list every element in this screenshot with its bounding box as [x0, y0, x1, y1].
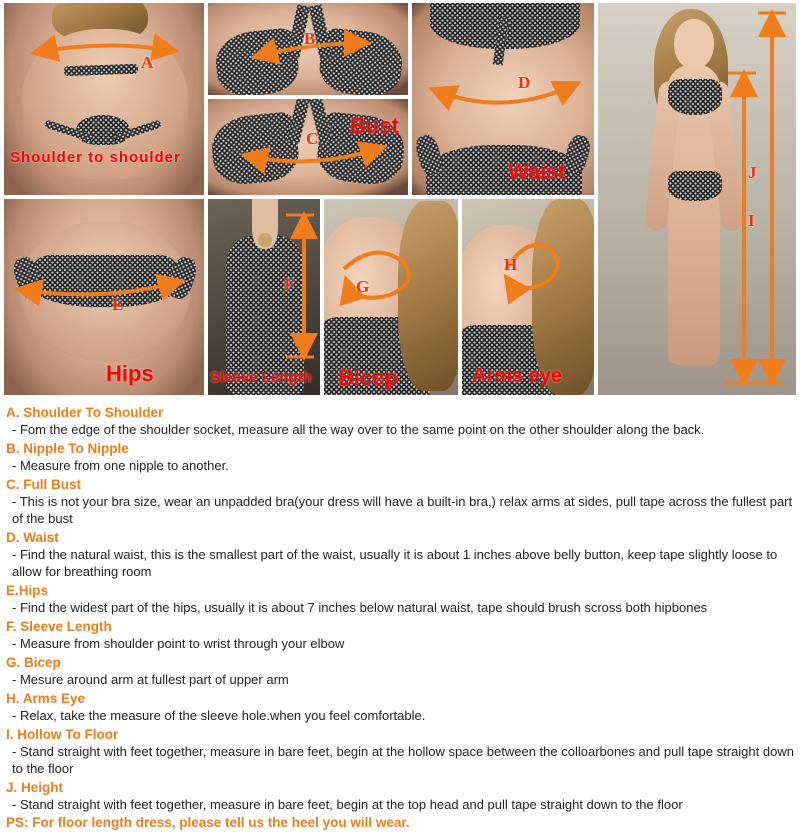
measurement-notes — [0, 402, 800, 831]
caption-hips: Hips — [106, 361, 154, 386]
letter-c: C — [306, 129, 319, 148]
photo-arms-eye — [462, 199, 594, 395]
note-title: G. Bicep — [6, 655, 61, 670]
note-body: - Find the natural waist, this is the smallest part of the waist, usually it is about 1 inches above belly button, keep tape slightly loose to allow for breathing room — [12, 547, 778, 579]
letter-d: D — [518, 73, 531, 92]
note-title: A. Shoulder To Shoulder — [6, 405, 164, 420]
letter-i: I — [748, 211, 755, 230]
caption-waist: Waist — [508, 159, 566, 184]
note-hollow-to-floor — [6, 726, 794, 777]
caption-bicep: Bicep — [338, 365, 398, 390]
note-body: - Fom the edge of the shoulder socket, measure all the way over to the same point on the other shoulder along the back. — [12, 422, 705, 437]
photo-bicep — [324, 199, 458, 395]
caption-sleeve-length: Sleeve Length — [210, 369, 312, 386]
letter-b: B — [304, 29, 316, 48]
photo-sleeve-length — [208, 199, 320, 395]
photo-grid — [0, 0, 800, 398]
note-bicep — [6, 654, 794, 688]
waist-arrow — [412, 3, 594, 195]
letter-h: H — [504, 255, 518, 274]
note-shoulder-to-shoulder — [6, 404, 794, 438]
note-title: F. Sleeve Length — [6, 619, 112, 634]
caption-bust: Bust — [350, 113, 399, 138]
note-height — [6, 779, 794, 813]
note-body: - Relax, take the measure of the sleeve hole.when you feel comfortable. — [12, 708, 426, 723]
note-title: C. Full Bust — [6, 477, 81, 492]
note-full-bust — [6, 476, 794, 527]
note-title: B. Nipple To Nipple — [6, 441, 129, 456]
note-title: J. Height — [6, 780, 64, 795]
photo-full-body — [598, 3, 796, 395]
letter-j: J — [748, 163, 757, 182]
height-arrows — [598, 3, 796, 395]
photo-waist — [412, 3, 594, 195]
note-body: - Measure from shoulder point to wrist through your elbow — [12, 636, 345, 651]
shoulder-arrow — [4, 3, 204, 195]
photo-shoulder-to-shoulder — [4, 3, 204, 195]
photo-hips — [4, 199, 204, 395]
caption-shoulder-to-shoulder: Shoulder to shoulder — [10, 149, 181, 166]
note-body: - Stand straight with feet together, measure in bare feet, begin at the hollow space between the colloarbones and pull tape straight down to the floor — [12, 744, 794, 776]
letter-f: F — [284, 275, 295, 294]
caption-arms-eye: Arms eye — [472, 365, 563, 387]
sleeve-length-arrow — [208, 199, 320, 395]
letter-g: G — [356, 277, 370, 296]
note-title: H. Arms Eye — [6, 691, 86, 706]
note-body: - Measure from one nipple to another. — [12, 458, 229, 473]
note-waist — [6, 529, 794, 580]
nipple-arrow — [208, 3, 408, 95]
letter-a: A — [141, 53, 154, 72]
note-sleeve-length — [6, 618, 794, 652]
photo-nipple-to-nipple — [208, 3, 408, 95]
note-body: - Stand straight with feet together, measure in bare feet, begin at the top head and pull tape straight down to the floor — [12, 797, 683, 812]
photo-full-bust — [208, 99, 408, 195]
note-title: E.Hips — [6, 583, 49, 598]
note-arms-eye — [6, 690, 794, 724]
hips-arrow — [4, 199, 204, 395]
note-body: - Find the widest part of the hips, usually it is about 7 inches below natural waist, tape should brush scross both hipbones — [12, 600, 708, 615]
letter-e: E — [112, 295, 124, 314]
note-ps: PS: For floor length dress, please tell us the heel you will wear. — [6, 815, 410, 830]
note-body: - This is not your bra size, wear an unpadded bra(your dress will have a built-in bra,) relax arms at sides, pull tape across the fullest part of the bust — [12, 494, 793, 526]
note-title: D. Waist — [6, 530, 59, 545]
note-title: I. Hollow To Floor — [6, 727, 119, 742]
note-nipple-to-nipple — [6, 440, 794, 474]
note-hips — [6, 582, 794, 616]
note-body: - Mesure around arm at fullest part of upper arm — [12, 672, 289, 687]
